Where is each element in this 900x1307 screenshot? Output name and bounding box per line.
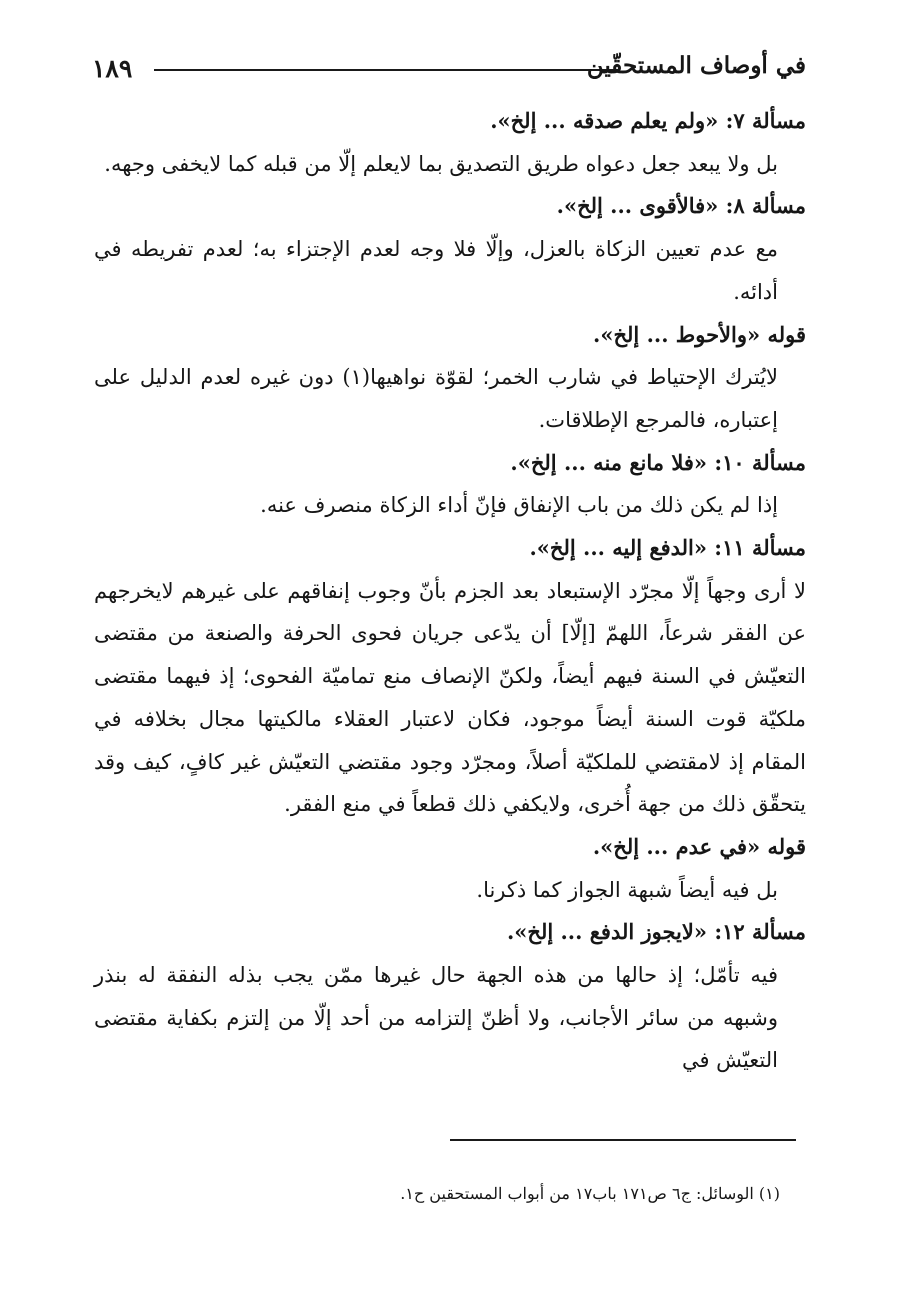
paragraph: مع عدم تعيين الزكاة بالعزل، وإلّا فلا وجه لعدم الإجتزاء به؛ لعدم تفريطه في أدائه. (94, 237, 778, 304)
header-rule (154, 69, 618, 71)
page-number: ١٨٩ (92, 54, 133, 83)
heading-qawluh-ahwat: قوله «والأحوط ... إلخ». (593, 321, 806, 347)
page-header (92, 50, 806, 90)
heading-masala-11: مسألة ١١: «الدفع إليه ... إلخ». (529, 535, 806, 561)
paragraph: فيه تأمّل؛ إذ حالها من هذه الجهة حال غيرها ممّن يجب بذله النفقة له بنذر وشبهه من سائر الأجانب، ولا أظنّ إلتزامه من أحد إلّا من إلتزم بكفاية مقتضى التعيّش في (94, 963, 778, 1073)
paragraph: بل فيه أيضاً شبهة الجواز كما ذكرنا. (476, 877, 778, 902)
heading-masala-7: مسألة ٧: «ولم يعلم صدقه ... إلخ». (490, 108, 806, 133)
heading-masala-10: مسألة ١٠: «فلا مانع منه ... إلخ». (510, 449, 806, 475)
main-text (94, 100, 806, 1082)
heading-masala-12: مسألة ١٢: «لايجوز الدفع ... إلخ». (506, 919, 806, 945)
paragraph: لايُترك الإحتياط في شارب الخمر؛ لقوّة نواهيها(١) دون غيره لعدم الدليل على إعتباره، فالمرجع الإطلاقات. (94, 365, 778, 432)
footnote-rule (450, 1139, 796, 1141)
paragraph: لا أرى وجهاً إلّا مجرّد الإستبعاد بعد الجزم بأنّ وجوب إنفاقهم على غيرهم لايخرجهم عن الفقر شرعاً، اللهمّ [إلّا] أن يدّعى جريان فحوى الحرفة والصنعة من مقتضى التعيّش في السنة فيهم أيضاً، ولكنّ الإنصاف منع تماميّة الفحوى؛ إذ فيهما مقتضى ملكيّة قوت السنة أيضاً موجود، فكان لاعتبار العقلاء مالكيتها مجال بخلافه في المقام إذ لامقتضي للملكيّة أصلاً، ومجرّد وجود مقتضي التعيّش غير كافٍ، كيف وقد يتحقّق ذلك من جهة أُخرى، ولايكفي ذلك قطعاً في منع الفقر. (94, 578, 806, 817)
running-title: في أوصاف المستحقّين (586, 52, 806, 79)
footnote: (١) الوسائل: ج٦ ص١٧١ باب١٧ من أبواب المستحقين ح١. (400, 1184, 780, 1203)
paragraph: بل ولا يبعد جعل دعواه طريق التصديق بما لايعلم إلّا من قبله كما لايخفى وجهه. (104, 151, 778, 176)
paragraph: إذا لم يكن ذلك من باب الإنفاق فإنّ أداء الزكاة منصرف عنه. (260, 493, 778, 518)
heading-qawluh-adam: قوله «في عدم ... إلخ». (592, 833, 806, 859)
heading-masala-8: مسألة ٨: «فالأقوى ... إلخ». (556, 193, 806, 219)
